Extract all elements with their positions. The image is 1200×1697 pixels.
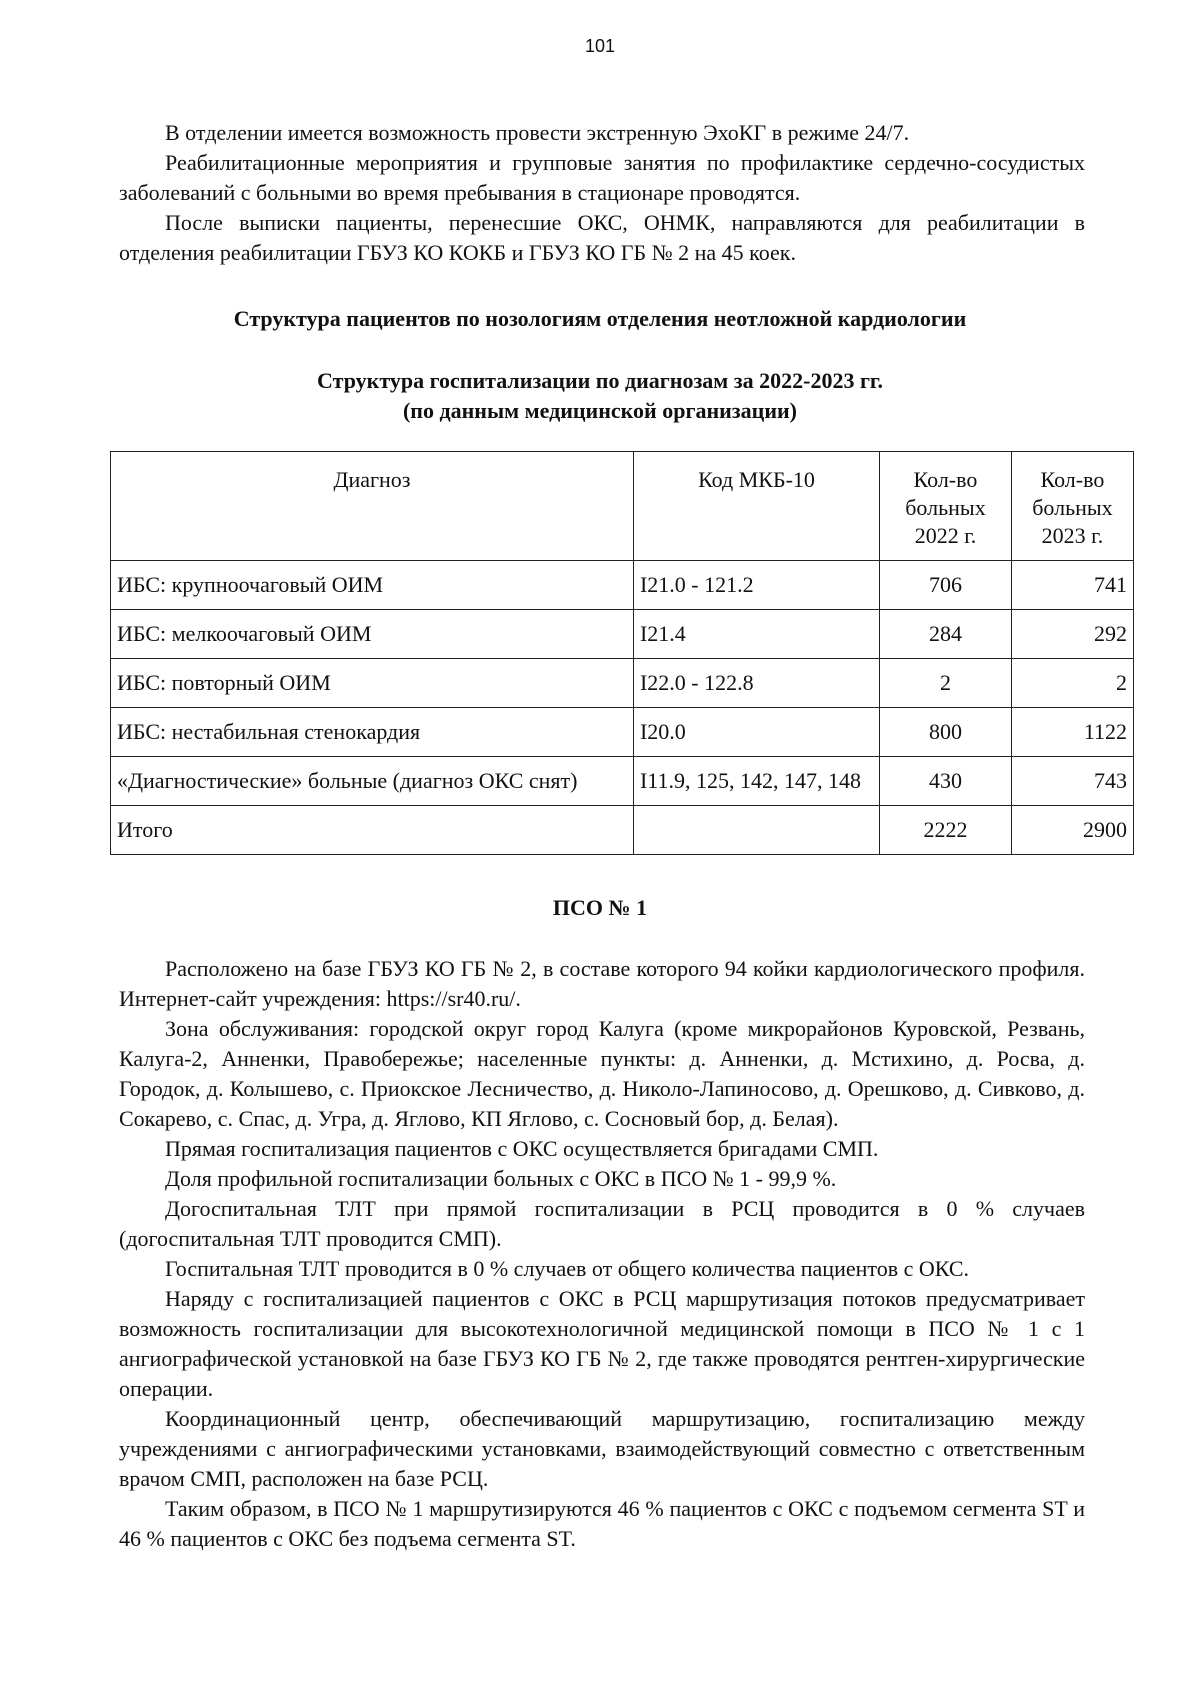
count-2023-cell: 2900 <box>1011 806 1133 855</box>
diagnosis-cell: ИБС: повторный ОИМ <box>111 659 634 708</box>
count-2022-cell: 284 <box>880 610 1012 659</box>
table-row <box>111 561 1134 610</box>
count-2022-cell: 800 <box>880 708 1012 757</box>
paragraph: Зона обслуживания: городской округ город Калуга (кроме микрорайонов Куровской, Резвань, Калуга-2, Анненки, Правобережье; населенные пункты: д. Анненки, д. Мстихино, д. Росва, д. Городок, д. Колышево, с. Приокское Лесничество, д. Николо-Лапиносово, д. Орешково, д. Сивково, д. Сокарево, с. Спас, д. Угра, д. Яглово, КП Яглово, с. Сосновый бор, д. Белая). <box>119 1016 1085 1131</box>
icd-code-cell <box>633 806 879 855</box>
diagnosis-cell: Итого <box>111 806 634 855</box>
paragraph: Наряду с госпитализацией пациентов с ОКС в РСЦ маршрутизация потоков предусматривает возможность госпитализации для высокотехнологичной медицинской помощи в ПСО № 1 с 1 ангиографической установкой на базе ГБУЗ КО ГБ № 2, где также проводятся рентген-хирургические операции. <box>119 1286 1085 1401</box>
diagnosis-table <box>110 451 1134 855</box>
paragraph: Координационный центр, обеспечивающий маршрутизацию, госпитализацию между учреждениями с ангиографическими установками, взаимодействующий совместно с ответственным врачом СМП, расположен на базе РСЦ. <box>119 1406 1085 1491</box>
paragraph: Реабилитационные мероприятия и групповые занятия по профилактике сердечно-сосудистых заболеваний с больными во время пребывания в стационаре проводятся. <box>119 150 1085 205</box>
icd-code-cell: I21.0 - 121.2 <box>633 561 879 610</box>
paragraph: Прямая госпитализация пациентов с ОКС осуществляется бригадами СМП. <box>165 1136 879 1161</box>
paragraph: В отделении имеется возможность провести экстренную ЭхоКГ в режиме 24/7. <box>165 120 910 145</box>
pso-section <box>119 954 1085 1554</box>
paragraph: Расположено на базе ГБУЗ КО ГБ № 2, в составе которого 94 койки кардиологического профиля. Интернет-сайт учреждения: https://sr40.ru/. <box>119 956 1085 1011</box>
icd-code-cell: I22.0 - 122.8 <box>633 659 879 708</box>
column-header-diagnosis: Диагноз <box>111 452 634 561</box>
count-2022-cell: 2222 <box>880 806 1012 855</box>
table-row <box>111 610 1134 659</box>
count-2022-cell: 430 <box>880 757 1012 806</box>
icd-code-cell: I21.4 <box>633 610 879 659</box>
count-2022-cell: 2 <box>880 659 1012 708</box>
paragraph: Таким образом, в ПСО № 1 маршрутизируются 46 % пациентов с ОКС с подъемом сегмента ST и 46 % пациентов с ОКС без подъема сегмента ST. <box>119 1496 1085 1551</box>
count-2023-cell: 743 <box>1011 757 1133 806</box>
table-row <box>111 708 1134 757</box>
count-2023-cell: 292 <box>1011 610 1133 659</box>
count-2023-cell: 1122 <box>1011 708 1133 757</box>
table-row <box>111 757 1134 806</box>
count-2023-cell: 2 <box>1011 659 1133 708</box>
table-title <box>0 366 1200 426</box>
table-total-row <box>111 806 1134 855</box>
table-header-row <box>111 452 1134 561</box>
table-row <box>111 659 1134 708</box>
paragraph: Догоспитальная ТЛТ при прямой госпитализации в РСЦ проводится в 0 % случаев (догоспитальная ТЛТ проводится СМП). <box>119 1196 1085 1251</box>
pso-heading: ПСО № 1 <box>552 895 648 920</box>
icd-code-cell: I20.0 <box>633 708 879 757</box>
section-heading: Структура пациентов по нозологиям отделения неотложной кардиологии <box>233 306 967 331</box>
diagnosis-cell: «Диагностические» больные (диагноз ОКС снят) <box>111 757 634 806</box>
count-2022-cell: 706 <box>880 561 1012 610</box>
column-header-count-2022: Кол-во больных 2022 г. <box>880 452 1012 561</box>
column-header-icd-code: Код МКБ-10 <box>633 452 879 561</box>
paragraph: Госпитальная ТЛТ проводится в 0 % случаев от общего количества пациентов с ОКС. <box>165 1256 970 1281</box>
diagnosis-cell: ИБС: мелкоочаговый ОИМ <box>111 610 634 659</box>
paragraph: После выписки пациенты, перенесшие ОКС, ОНМК, направляются для реабилитации в отделения реабилитации ГБУЗ КО КОКБ и ГБУЗ КО ГБ № 2 на 45 коек. <box>119 210 1085 265</box>
paragraph: Доля профильной госпитализации больных с ОКС в ПСО № 1 - 99,9 %. <box>165 1166 837 1191</box>
count-2023-cell: 741 <box>1011 561 1133 610</box>
table-title-line: (по данным медицинской организации) <box>402 398 798 423</box>
column-header-count-2023: Кол-во больных 2023 г. <box>1011 452 1133 561</box>
diagnosis-cell: ИБС: крупноочаговый ОИМ <box>111 561 634 610</box>
diagnosis-cell: ИБС: нестабильная стенокардия <box>111 708 634 757</box>
page-number: 101 <box>584 36 616 56</box>
icd-code-cell: I11.9, 125, 142, 147, 148 <box>633 757 879 806</box>
table-title-line: Структура госпитализации по диагнозам за 2022-2023 гг. <box>317 368 883 393</box>
intro-section <box>119 118 1085 268</box>
